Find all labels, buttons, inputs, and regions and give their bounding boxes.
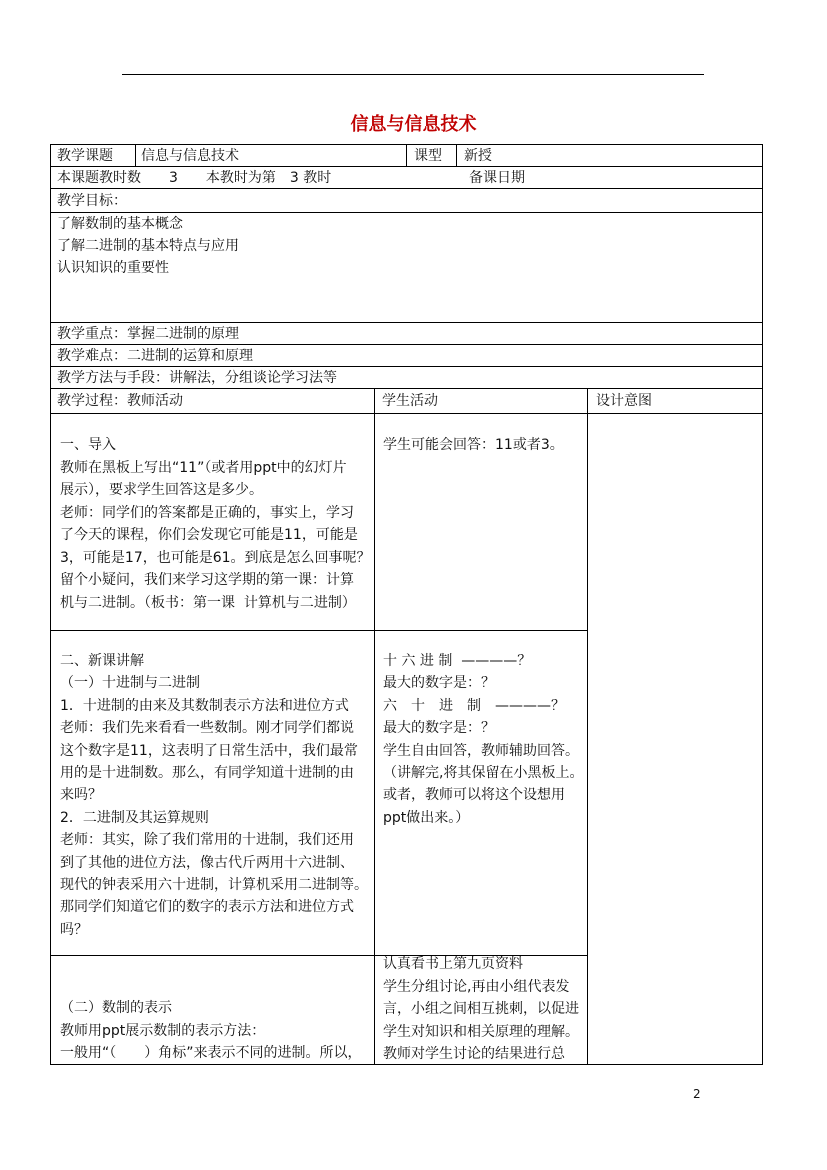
type-value: 新授 xyxy=(464,148,492,164)
difficulty-row xyxy=(51,345,762,367)
header-rule xyxy=(122,74,704,75)
section-representation-teacher: （二）数制的表示 教师用ppt展示数制的表示方法： 一般用“（ ）角标”来表示不同的进制。所以， xyxy=(60,1000,362,1061)
hours-row xyxy=(51,167,762,189)
teacher-activity-header: 教学过程：教师活动 xyxy=(57,393,183,409)
section-intro-teacher: 一、导入 教师在黑板上写出“11”（或者用ppt中的幻灯片 展示），要求学生回答这是多少。 老师：同学们的答案都是正确的，事实上，学习 了今天的课程，你们会发现它可能是11，可能是 3，可能是17，也可能是61。到底是怎么回事呢？ 留个小疑问，我们来学习这学期的第一课：计算 机与二进制。（板书：第一课 计算机与二进制） xyxy=(60,437,371,611)
page-title: 信息与信息技术 xyxy=(350,114,477,135)
objective-item: 了解二进制的基本特点与应用 xyxy=(57,238,239,254)
methods: 教学方法与手段：讲解法，分组谈论学习法等 xyxy=(57,370,337,386)
topic-row xyxy=(51,145,762,167)
topic-value: 信息与信息技术 xyxy=(141,148,239,164)
objectives-content-row xyxy=(51,213,762,323)
lesson-plan-table xyxy=(50,144,763,1065)
section-representation-student: 认真看书上第九页资料 学生分组讨论,再由小组代表发 言，小组之间相互挑刺，以促进 学生对知识和相关原理的理解。 教师对学生讨论的结果进行总 xyxy=(383,956,579,1062)
methods-row xyxy=(51,367,762,389)
section-new-lesson-teacher: 二、新课讲解 （一）十进制与二进制 1．十进制的由来及其数制表示方法和进位方式 老师：我们先来看看一些数制。刚才同学们都说 这个数字是11，这表明了日常生活中，我们最常 用的是十进制数。那么，有同学知道十进制的由 来吗？ 2．二进制及其运算规则 老师：其实，除了我们常用的十进制，我们还用 到了其他的进位方法，像古代斤两用十六进制、 现代的钟表采用六十进制，计算机采用二进制等。 那同学们知道它们的数字的表示方法和进位方式 吗？ xyxy=(60,653,368,938)
difficulty: 教学难点：二进制的运算和原理 xyxy=(57,348,253,364)
hours-text: 本课题教时数 3 本教时为第 3 教时 xyxy=(57,170,332,186)
objective-item: 认识知识的重要性 xyxy=(57,260,169,276)
objectives-label-row xyxy=(51,189,762,213)
key-point: 教学重点：掌握二进制的原理 xyxy=(57,326,239,342)
page-number: 2 xyxy=(693,1087,701,1101)
design-intent-header: 设计意图 xyxy=(596,393,652,409)
prep-date-label: 备课日期 xyxy=(469,170,525,186)
student-activity-header: 学生活动 xyxy=(382,393,438,409)
objectives-list xyxy=(51,213,762,322)
section-intro-student: 学生可能会回答：11或者3。 xyxy=(383,437,564,453)
objectives-label: 教学目标： xyxy=(57,193,127,209)
section-new-lesson-student: 十 六 进 制 ————？ 最大的数字是：？ 六 十 进 制 ————？ 最大的数字是：？ 学生自由回答，教师辅助回答。 （讲解完,将其保留在小黑板上。 或者，教师可以将这个设想用 ppt做出来。） xyxy=(383,653,584,826)
topic-label: 教学课题 xyxy=(57,148,113,164)
process-header-row xyxy=(51,389,762,414)
key-point-row xyxy=(51,323,762,345)
objective-item: 了解数制的基本概念 xyxy=(57,216,183,232)
type-label: 课型 xyxy=(414,148,442,164)
